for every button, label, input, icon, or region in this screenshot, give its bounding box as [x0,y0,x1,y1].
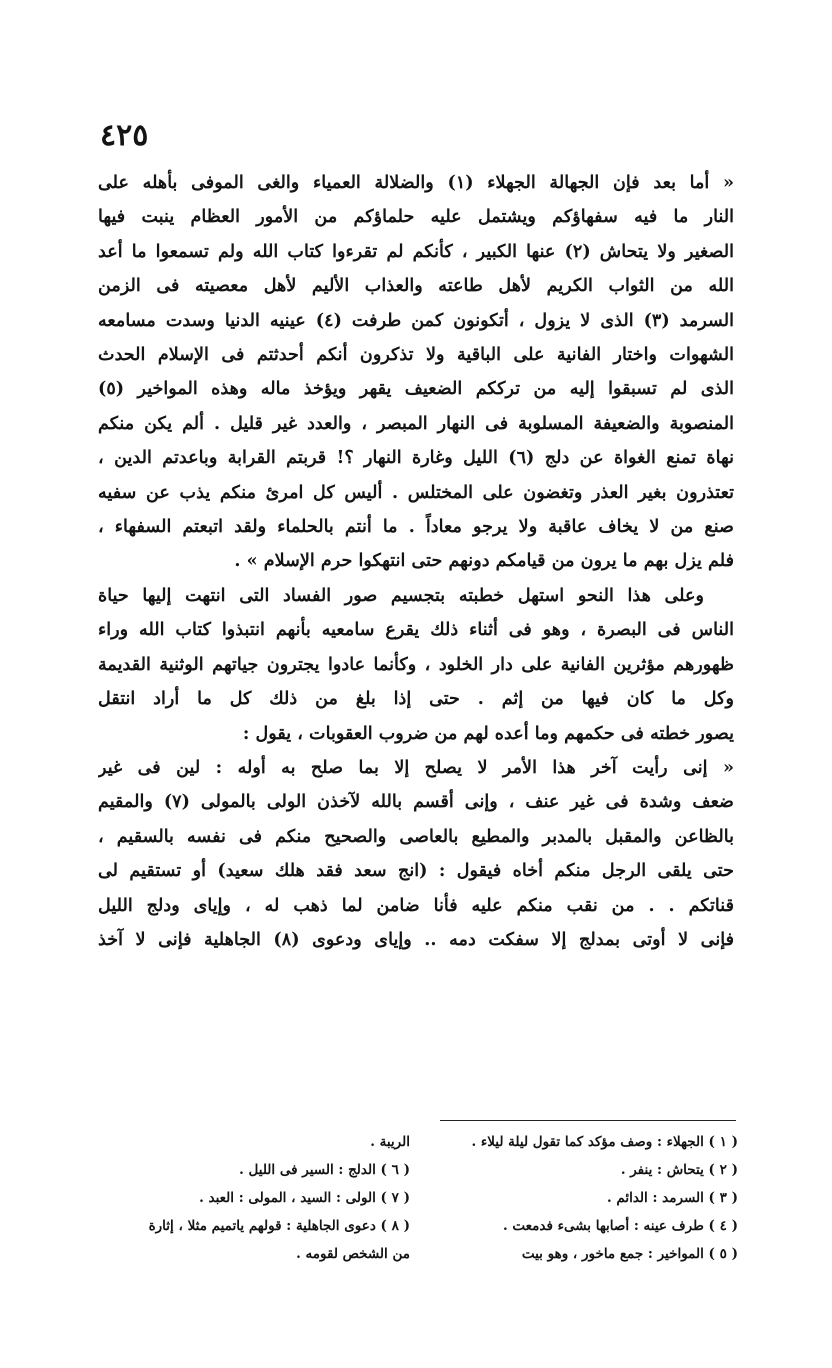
text-line: الذى لم تسبقوا إليه من ترككم الضعيف يقهر ويؤخذ ماله وهذه المواخير (٥) [98,378,734,400]
footnotes-left-column [98,1128,410,1268]
footnote: ( ١ ) الجهلاء : وصف مؤكد كما تقول ليلة ليلاء . [471,1134,738,1150]
text-line: وعلى هذا النحو استهل خطبته بتجسيم صور الفساد التى انتهت إليها حياة [98,584,705,606]
footnote: الريبة . [370,1134,410,1150]
footnote: ( ٣ ) السرمد : الدائم . [606,1190,738,1206]
text-line: فإنى لا أوتى بمدلج إلا سفكت دمه .. وإياى ودعوى (٨) الجاهلية فإنى لا آخذ [98,928,734,950]
footnote: من الشخص لقومه . [296,1246,410,1262]
text-line: الله من الثواب الكريم لأهل طاعته والعذاب الأليم لأهل معصيته فى الزمن [98,275,734,297]
footnote: ( ٢ ) يتحاش : ينفر . [620,1162,738,1178]
text-line: تعتذرون بغير العذر وتغضون على المختلس . أليس كل امرئ منكم يذب عن سفيه [98,481,734,503]
text-line: المنصوبة والضعيفة المسلوبة فى النهار المبصر ، والعدد غير قليل . ألم يكن منكم [98,412,734,434]
text-line: الناس فى البصرة ، وهو فى أثناء ذلك يقرع سامعيه بأنهم انتبذوا كتاب الله وراء [98,619,734,641]
text-line: النار ما فيه سفهاؤكم ويشتمل عليه حلماؤكم من الأمور العظام ينبت فيها [98,206,734,228]
text-line: بالظاعن والمقبل بالمدبر والمطيع بالعاصى والصحيح منكم فى نفسه بالسقيم ، [98,825,734,847]
text-line: وكل ما كان فيها من إثم . حتى إذا بلغ من ذلك كل ما أراد انتقل [98,688,734,710]
text-line: يصور خطته فى حكمهم وما أعده لهم من ضروب العقوبات ، يقول : [242,722,734,744]
text-line: حتى يلقى الرجل منكم أخاه فيقول : (انج سعد فقد هلك سعيد) أو تستقيم لى [98,860,734,882]
text-line: الصغير ولا يتحاش (٢) عنها الكبير ، كأنكم لم تقرءوا كتاب الله ولم تسمعوا ما أعد [98,240,734,262]
footnotes [98,1128,738,1268]
text-line: السرمد (٣) الذى لا يزول ، أتكونون كمن طرفت (٤) عينيه الدنيا وسدت مسامعه [98,309,734,331]
text-line: ضعف وشدة فى غير عنف ، وإنى أقسم بالله لآخذن الولى بالمولى (٧) والمقيم [98,791,734,813]
text-line: صنع من لا يخاف عاقبة ولا يرجو معاداً . ما أنتم بالحلماء ولقد اتبعتم السفهاء ، [98,516,734,538]
text-line: الشهوات واختار الفانية على الباقية ولا تذكرون أنكم أحدثتم فى الإسلام الحدث [98,344,734,366]
footnotes-right-column [426,1128,738,1268]
footnote: ( ٦ ) الدلج : السير فى الليل . [239,1162,410,1178]
footnote: ( ٨ ) دعوى الجاهلية : قولهم ياتميم مثلا ، إثارة [148,1218,410,1234]
text-line: قناتكم . . من نقب منكم عليه فأنا ضامن لما ذهب له ، وإياى ودلج الليل [98,894,734,916]
footnote: ( ٧ ) الولى : السيد ، المولى : العبد . [199,1190,410,1206]
footnote-divider [440,1120,736,1121]
main-text [98,166,734,957]
text-line: « إنى رأيت آخر هذا الأمر لا يصلح إلا بما صلح به أوله : لين فى غير [98,756,734,778]
footnote: ( ٤ ) طرف عينه : أصابها بشىء فدمعت . [502,1218,738,1234]
page-number: ٤٢٥ [100,118,149,153]
footnote: ( ٥ ) المواخير : جمع ماخور ، وهو بيت [521,1246,738,1262]
text-line: فلم يزل بهم ما يرون من قيامكم دونهم حتى انتهكوا حرم الإسلام » . [234,550,734,572]
text-line: ظهورهم مؤثرين الفانية على دار الخلود ، وكأنما عادوا يجترون جياتهم الوثنية القديمة [98,653,734,675]
text-line: نهاة تمنع الغواة عن دلج (٦) الليل وغارة النهار ؟! قربتم القرابة وباعدتم الدين ، [98,447,734,469]
text-line: « أما بعد فإن الجهالة الجهلاء (١) والضلالة العمياء والغى الموفى بأهله على [98,172,734,193]
